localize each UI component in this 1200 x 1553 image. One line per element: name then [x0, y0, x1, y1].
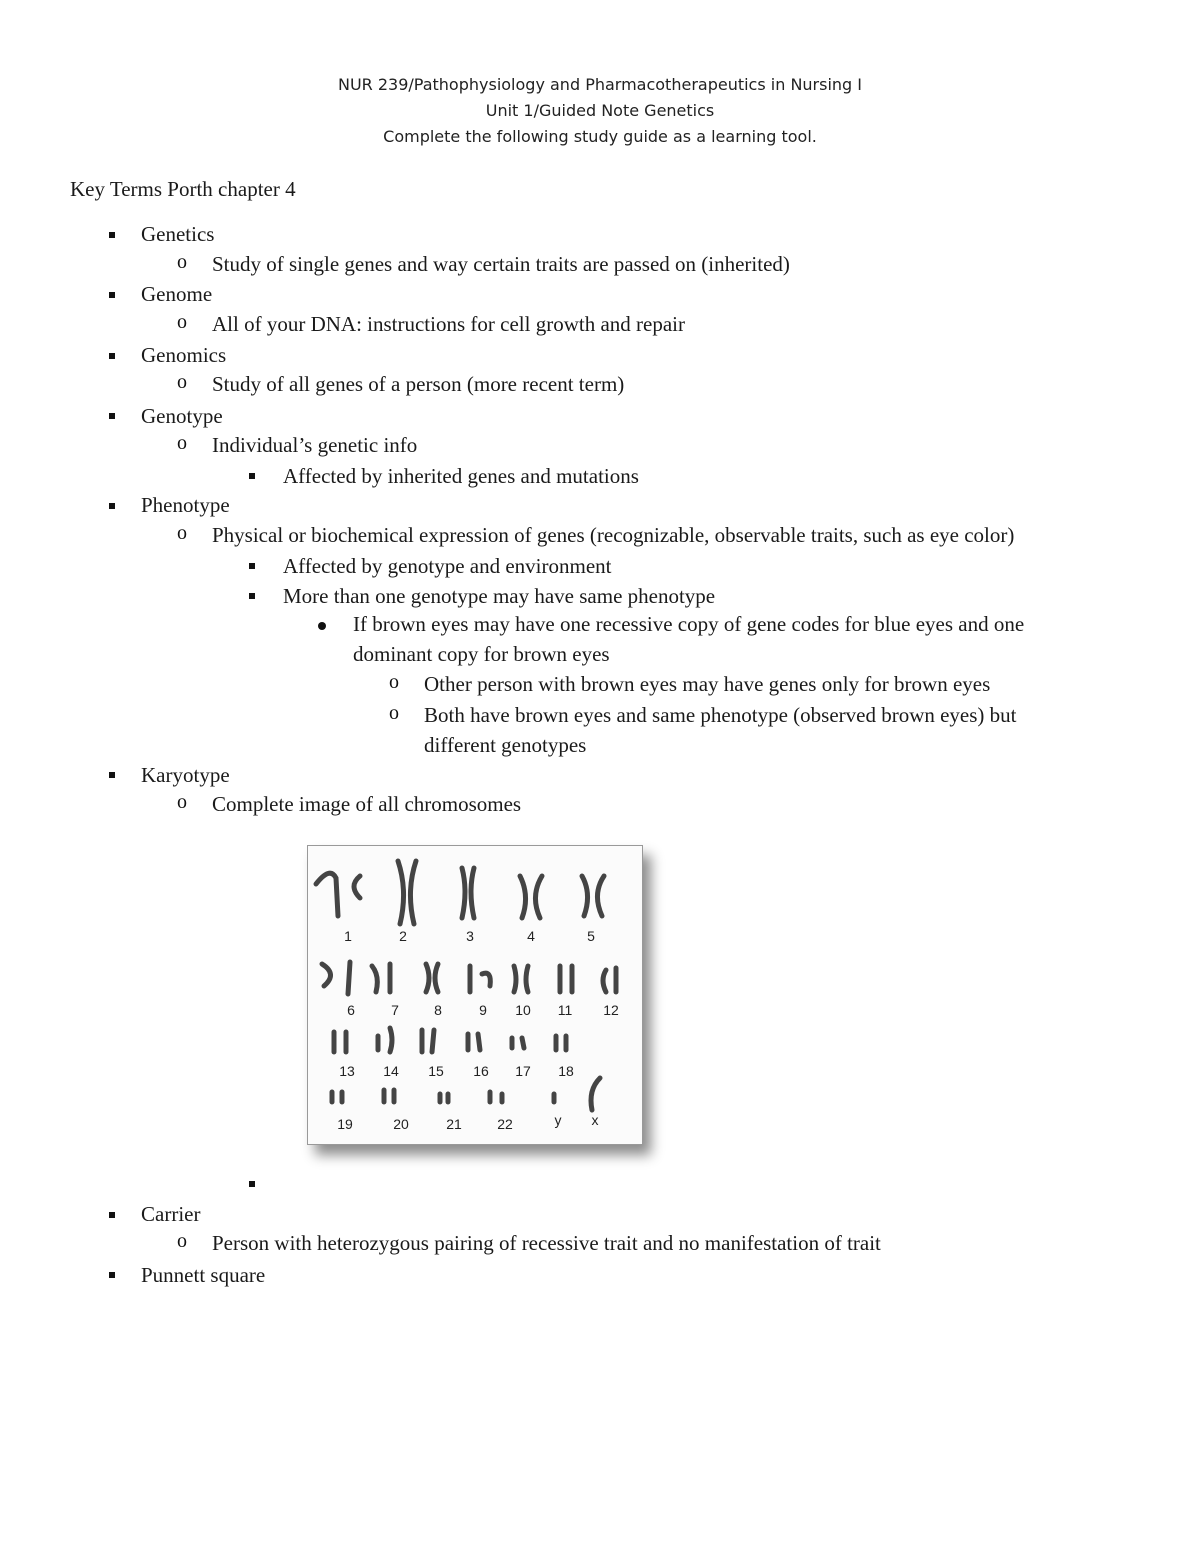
term-punnett-square: Punnett square — [141, 1263, 266, 1287]
chromosome-2a — [398, 861, 404, 924]
phenotype-detail-2: More than one genotype may have same phenotype — [283, 584, 716, 608]
karyotype-image — [307, 845, 643, 1145]
chromosome-label: 19 — [337, 1116, 353, 1132]
def-genomics: Study of all genes of a person (more recent term) — [212, 372, 625, 396]
chromosome-10b — [526, 966, 528, 992]
chromosome-6b — [348, 962, 350, 994]
chromosome-14b — [390, 1028, 392, 1052]
phenotype-detail-1: Affected by genotype and environment — [283, 554, 612, 578]
bullet-circle-icon: o — [177, 251, 187, 273]
bullet-square-icon — [249, 593, 255, 599]
chromosome-label: 17 — [515, 1063, 531, 1079]
bullet-circle-icon: o — [177, 791, 187, 813]
phenotype-example-both-line2: different genotypes — [424, 733, 587, 757]
chromosome-9b — [482, 973, 490, 986]
chromosome-label: 13 — [339, 1063, 355, 1079]
chromosome-16b — [478, 1034, 480, 1050]
chromosome-label: 2 — [399, 928, 407, 944]
unit-title: Unit 1/Guided Note Genetics — [485, 101, 715, 120]
def-genetics: Study of single genes and way certain traits are passed on (inherited) — [212, 252, 790, 276]
bullet-square-icon — [109, 232, 115, 238]
phenotype-example-both-line1: Both have brown eyes and same phenotype (observed brown eyes) but — [424, 703, 1017, 727]
def-phenotype: Physical or biochemical expression of genes (recognizable, observable traits, such as eye color) — [212, 523, 1015, 547]
bullet-square-icon — [109, 1212, 115, 1218]
bullet-circle-icon: o — [177, 1230, 187, 1252]
chromosome-label: 20 — [393, 1116, 409, 1132]
chromosome-label: 12 — [603, 1002, 619, 1018]
phenotype-example-line2: dominant copy for brown eyes — [353, 642, 610, 666]
chromosome-label: 1 — [344, 928, 352, 944]
chromosome-6a — [322, 964, 331, 986]
chromosome-3b — [471, 868, 474, 918]
chromosome-label: 21 — [446, 1116, 462, 1132]
chromosome-10a — [514, 966, 516, 992]
bullet-circle-icon: o — [177, 432, 187, 454]
term-karyotype: Karyotype — [141, 763, 230, 787]
chromosome-label: x — [591, 1112, 599, 1128]
chromosome-label: 15 — [428, 1063, 444, 1079]
genotype-detail: Affected by inherited genes and mutations — [283, 464, 639, 488]
chromosome-7a — [372, 966, 377, 992]
bullet-square-icon — [109, 772, 115, 778]
term-genome: Genome — [141, 282, 213, 306]
bullet-square-icon — [249, 1181, 255, 1187]
chromosome-label: 14 — [383, 1063, 399, 1079]
def-karyotype: Complete image of all chromosomes — [212, 792, 522, 816]
chromosome-4b — [535, 876, 542, 918]
term-genetics: Genetics — [141, 222, 215, 246]
chromosome-label: 4 — [527, 928, 535, 944]
phenotype-example-other: Other person with brown eyes may have genes only for brown eyes — [424, 672, 991, 696]
bullet-square-icon — [109, 413, 115, 419]
bullet-square-icon — [109, 292, 115, 298]
chromosome-8b — [435, 964, 438, 992]
bullet-square-icon — [109, 503, 115, 509]
bullet-circle-icon: o — [177, 522, 187, 544]
chromosome-5b — [597, 876, 604, 916]
course-title: NUR 239/Pathophysiology and Pharmacotherapeutics in Nursing I — [337, 75, 863, 94]
term-genomics: Genomics — [141, 343, 227, 367]
chromosome-drawing — [308, 846, 642, 1144]
def-genotype: Individual’s genetic info — [212, 433, 418, 457]
chromosome-15b — [432, 1030, 434, 1052]
chromosome-label: 10 — [515, 1002, 531, 1018]
chromosome-label: 7 — [391, 1002, 399, 1018]
chromosome-label: 3 — [466, 928, 474, 944]
chromosome-3a — [462, 868, 465, 918]
phenotype-example-line1: If brown eyes may have one recessive copy of gene codes for blue eyes and one — [353, 612, 1025, 636]
chromosome-8a — [426, 964, 429, 992]
term-genotype: Genotype — [141, 404, 223, 428]
chromosome-5a — [582, 876, 588, 916]
chromosome-label: 6 — [347, 1002, 355, 1018]
chromosome-17b — [522, 1038, 524, 1048]
bullet-square-icon — [249, 563, 255, 569]
section-title: Key Terms Porth chapter 4 — [70, 177, 296, 201]
chromosome-2b — [410, 861, 416, 924]
def-genome: All of your DNA: instructions for cell growth and repair — [212, 312, 685, 336]
chromosome-4a — [520, 876, 526, 918]
term-phenotype: Phenotype — [141, 493, 230, 517]
bullet-dot-icon — [318, 622, 326, 630]
chromosome-label: 8 — [434, 1002, 442, 1018]
bullet-square-icon — [249, 473, 255, 479]
bullet-circle-icon: o — [177, 371, 187, 393]
bullet-circle-icon: o — [177, 311, 187, 333]
chromosome-label: y — [554, 1112, 562, 1128]
chromosome-label: 18 — [558, 1063, 574, 1079]
bullet-circle-icon: o — [389, 702, 399, 724]
chromosome-label: 9 — [479, 1002, 487, 1018]
chromosome-label: 16 — [473, 1063, 489, 1079]
term-carrier: Carrier — [141, 1202, 201, 1226]
instructions: Complete the following study guide as a learning tool. — [383, 127, 817, 146]
chromosome-x — [591, 1078, 600, 1110]
def-carrier: Person with heterozygous pairing of recessive trait and no manifestation of trait — [212, 1231, 881, 1255]
chromosome-1a — [316, 873, 338, 916]
bullet-square-icon — [109, 1272, 115, 1278]
bullet-square-icon — [109, 353, 115, 359]
chromosome-label: 11 — [557, 1002, 573, 1018]
chromosome-1b — [354, 876, 360, 898]
bullet-circle-icon: o — [389, 671, 399, 693]
chromosome-label: 22 — [497, 1116, 513, 1132]
chromosome-label: 5 — [587, 928, 595, 944]
chromosome-12a — [603, 970, 606, 992]
